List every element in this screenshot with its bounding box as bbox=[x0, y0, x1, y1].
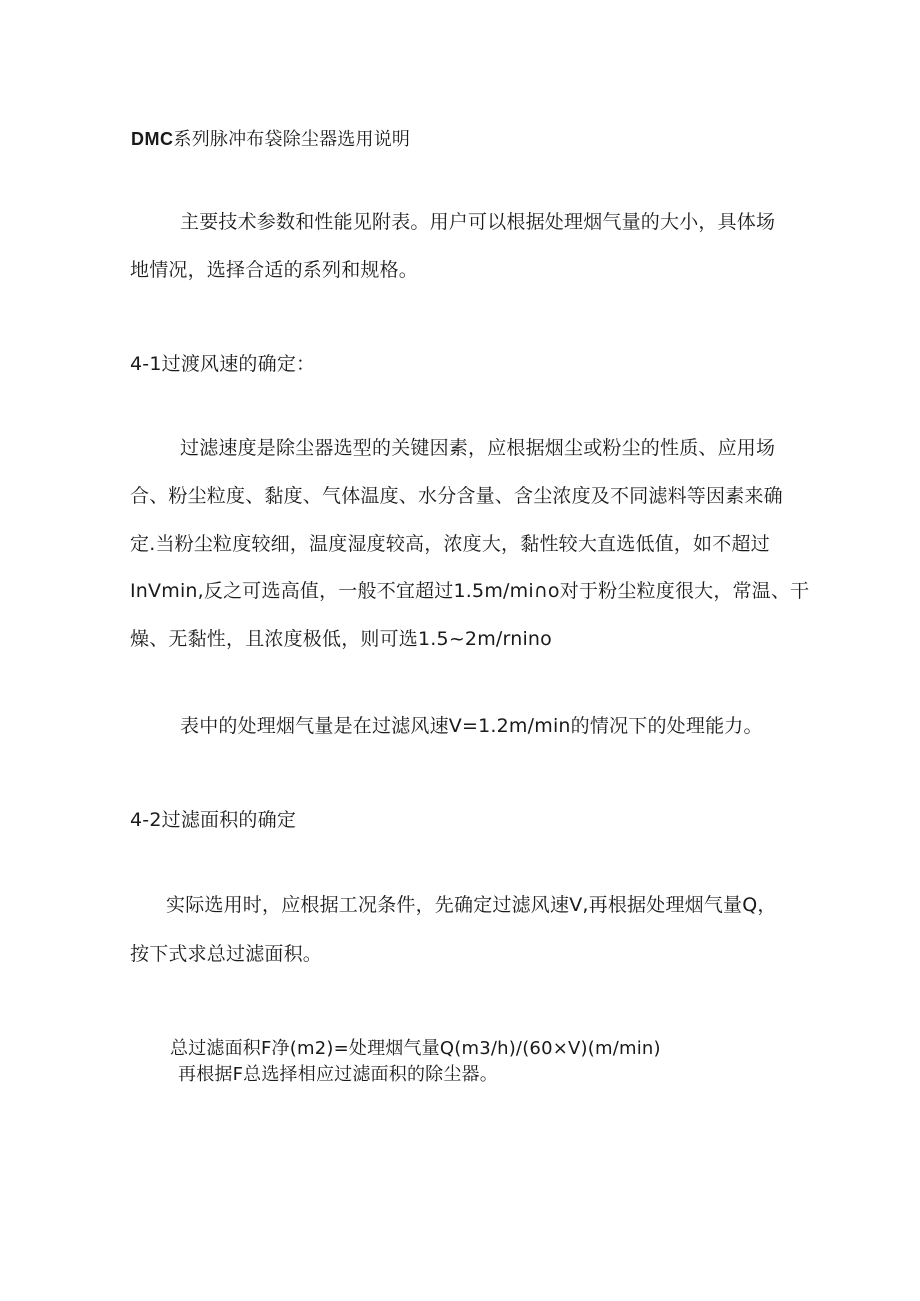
section-1-para-1-line-2: 合、粉尘粒度、黏度、气体温度、水分含量、含尘浓度及不同滤料等因素来确 bbox=[130, 485, 783, 507]
document-title-prefix: DMC bbox=[131, 129, 174, 149]
section-2-heading: 4-2过滤面积的确定 bbox=[130, 809, 297, 831]
intro-line-2: 地情况，选择合适的系列和规格。 bbox=[130, 259, 419, 281]
section-1-para-1-line-5: 燥、无黏性，且浓度极低，则可选1.5~2m∕rnino bbox=[130, 628, 552, 650]
document-title-text: 系列脉冲布袋除尘器选用说明 bbox=[173, 129, 411, 150]
section-1-para-1-line-1: 过滤速度是除尘器选型的关键因素，应根据烟尘或粉尘的性质、应用场 bbox=[180, 437, 776, 459]
formula-line: 总过滤面积F净(m2)=处理烟气量Q(m3∕h)/(60×V)(m∕min) bbox=[170, 1038, 661, 1059]
section-2-para-1-line-1: 实际选用时，应根据工况条件，先确定过滤风速V,再根据处理烟气量Q， bbox=[166, 894, 777, 916]
section-1-para-1-line-3: 定.当粉尘粒度较细，温度湿度较高，浓度大，黏性较大直选低值，如不超过 bbox=[130, 533, 770, 555]
section-1-para-1-line-4: InVmin,反之可选高值，一般不宜超过1.5m∕mi∩o对于粉尘粒度很大，常温、干 bbox=[130, 580, 810, 602]
conclusion-line: 再根据F总选择相应过滤面积的除尘器。 bbox=[178, 1064, 498, 1085]
section-1-para-2: 表中的处理烟气量是在过滤风速V=1.2m∕min的情况下的处理能力。 bbox=[180, 715, 763, 737]
intro-line-1: 主要技术参数和性能见附表。用户可以根据处理烟气量的大小，具体场 bbox=[180, 211, 776, 233]
section-2-para-1-line-2: 按下式求总过滤面积。 bbox=[130, 943, 323, 965]
section-1-heading: 4-1过渡风速的确定： bbox=[130, 353, 316, 375]
document-title bbox=[131, 127, 410, 152]
